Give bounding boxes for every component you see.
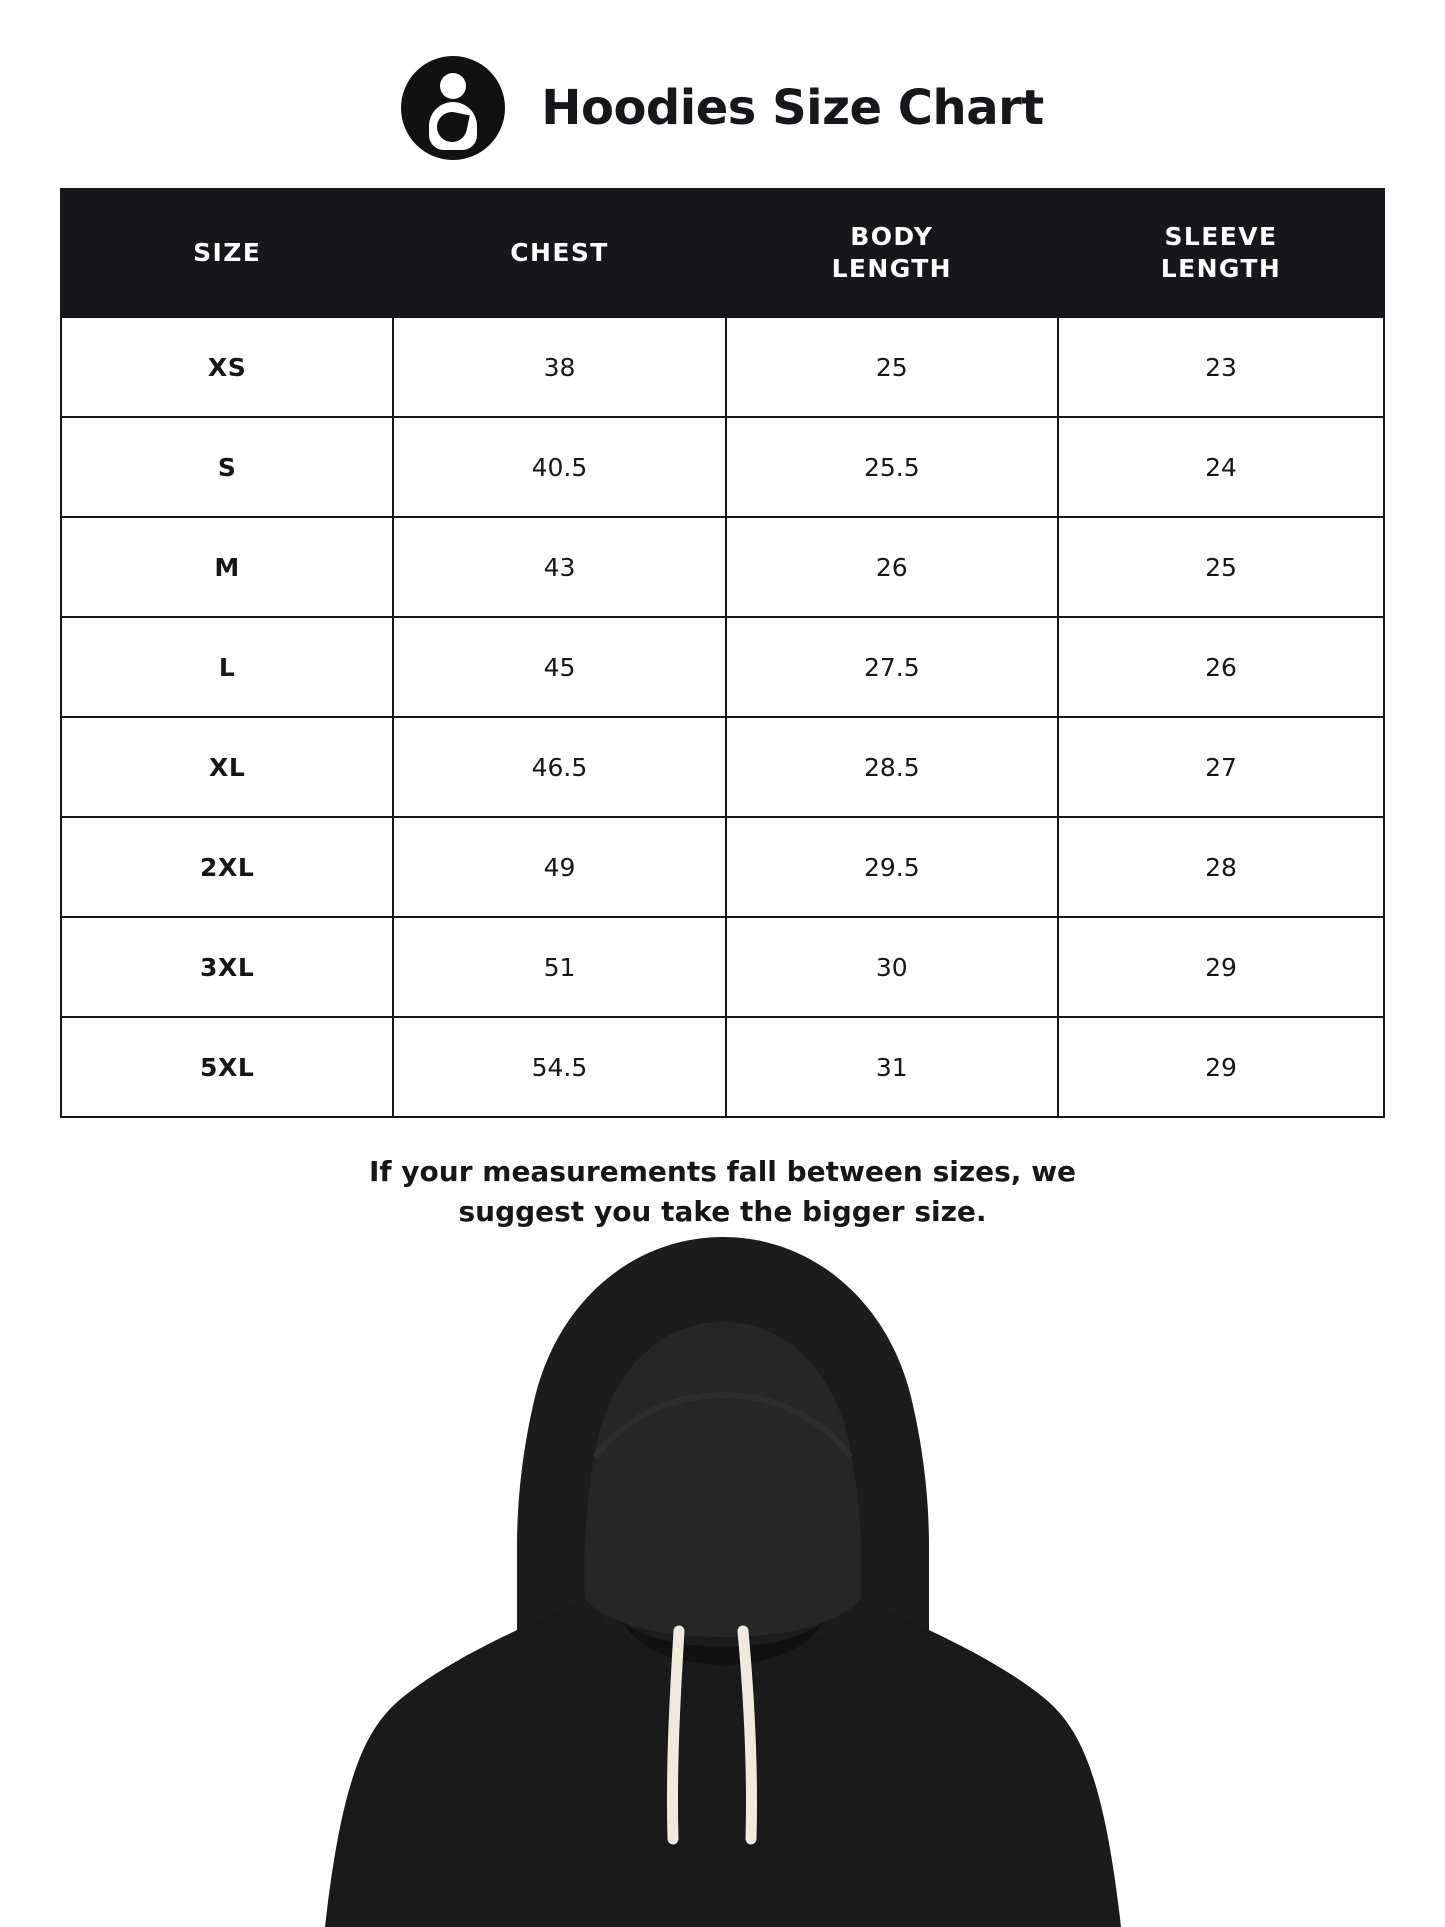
table-body — [61, 317, 1384, 1117]
table-row — [61, 517, 1384, 617]
column-header-chest-line1: CHEST — [510, 238, 609, 267]
cell-chest: 49 — [393, 817, 725, 917]
table-row — [61, 917, 1384, 1017]
cell-size: XS — [61, 317, 393, 417]
table-row — [61, 417, 1384, 517]
table-row — [61, 617, 1384, 717]
cell-body-length: 25.5 — [726, 417, 1058, 517]
column-header-sleeve-length-line1: SLEEVE — [1164, 221, 1278, 251]
sizing-note — [273, 1152, 1173, 1232]
cell-chest: 54.5 — [393, 1017, 725, 1117]
column-header-sleeve-length — [1058, 189, 1384, 317]
cell-sleeve-length: 28 — [1058, 817, 1384, 917]
table-row — [61, 1017, 1384, 1117]
table-header-row — [61, 189, 1384, 317]
cell-size: S — [61, 417, 393, 517]
cell-chest: 43 — [393, 517, 725, 617]
table-header — [61, 189, 1384, 317]
cell-size: 3XL — [61, 917, 393, 1017]
page-header — [0, 0, 1445, 170]
sizing-note-line-2: suggest you take the bigger size. — [458, 1194, 987, 1228]
cell-sleeve-length: 23 — [1058, 317, 1384, 417]
column-header-chest — [393, 189, 725, 317]
cell-body-length: 31 — [726, 1017, 1058, 1117]
baby-in-arms-logo-icon — [401, 56, 505, 160]
cell-size: L — [61, 617, 393, 717]
cell-sleeve-length: 29 — [1058, 1017, 1384, 1117]
black-hoodie-photo — [273, 1227, 1173, 1927]
cell-body-length: 26 — [726, 517, 1058, 617]
cell-chest: 45 — [393, 617, 725, 717]
cell-body-length: 28.5 — [726, 717, 1058, 817]
table-row — [61, 817, 1384, 917]
cell-sleeve-length: 26 — [1058, 617, 1384, 717]
column-header-body-length — [726, 189, 1058, 317]
column-header-body-length-line2: LENGTH — [831, 254, 952, 283]
size-table-wrapper — [60, 188, 1385, 1118]
page-title: Hoodies Size Chart — [541, 80, 1044, 136]
column-header-sleeve-length-line2: LENGTH — [1160, 254, 1282, 283]
cell-sleeve-length: 25 — [1058, 517, 1384, 617]
cell-size: M — [61, 517, 393, 617]
cell-body-length: 30 — [726, 917, 1058, 1017]
cell-chest: 46.5 — [393, 717, 725, 817]
logo-head-shape — [440, 73, 466, 99]
table-row — [61, 317, 1384, 417]
column-header-size — [61, 189, 393, 317]
cell-size: 2XL — [61, 817, 393, 917]
cell-sleeve-length: 24 — [1058, 417, 1384, 517]
table-row — [61, 717, 1384, 817]
cell-size: 5XL — [61, 1017, 393, 1117]
sizing-note-line-1: If your measurements fall between sizes, we — [368, 1155, 1077, 1188]
cell-chest: 38 — [393, 317, 725, 417]
cell-size: XL — [61, 717, 393, 817]
cell-sleeve-length: 27 — [1058, 717, 1384, 817]
cell-body-length: 25 — [726, 317, 1058, 417]
cell-chest: 51 — [393, 917, 725, 1017]
column-header-size-line1: SIZE — [193, 238, 262, 267]
hoodie-illustration — [0, 1227, 1445, 1927]
cell-chest: 40.5 — [393, 417, 725, 517]
size-table — [60, 188, 1385, 1118]
cell-body-length: 29.5 — [726, 817, 1058, 917]
cell-body-length: 27.5 — [726, 617, 1058, 717]
cell-sleeve-length: 29 — [1058, 917, 1384, 1017]
column-header-body-length-line1: BODY — [850, 221, 934, 251]
